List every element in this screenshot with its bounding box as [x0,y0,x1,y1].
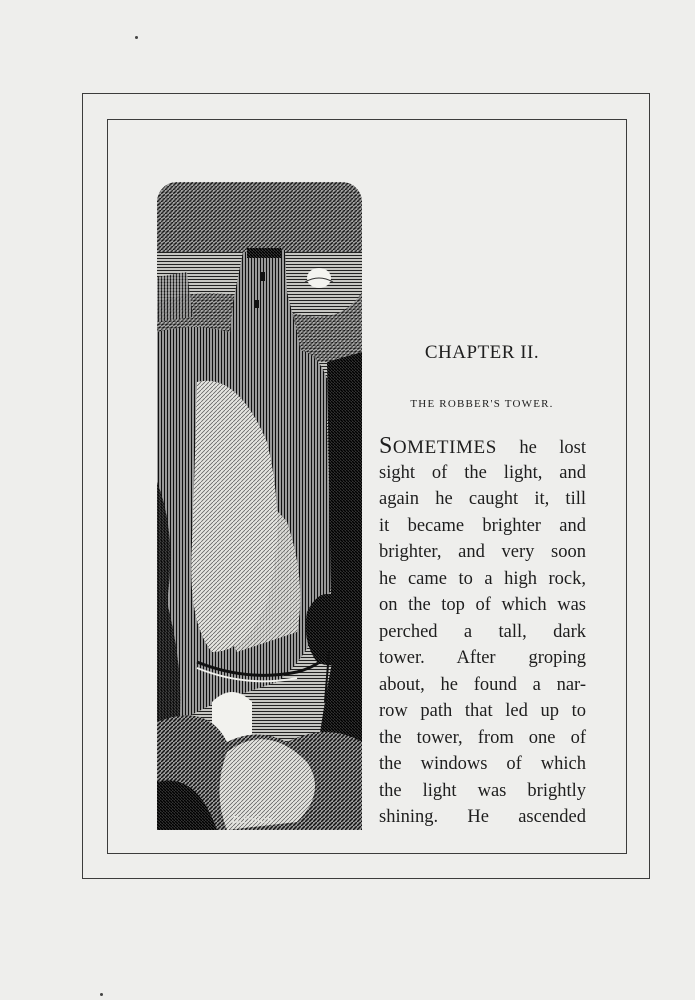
body-line: shining. He ascended [379,807,586,827]
engraving-drawing [157,182,362,830]
body-line: the windows of which [379,754,586,774]
chapter-title: CHAPTER II. [424,342,540,363]
drop-cap: S [379,433,393,459]
body-text [379,433,586,831]
body-line: perched a tall, dark [379,621,586,642]
body-line: the tower, from one of [379,727,586,748]
chapter-subtitle: THE ROBBER'S TOWER. [410,398,554,410]
body-line: about, he found a nar- [379,674,586,695]
body-line: again he caught it, till [379,489,586,509]
body-line-first [379,433,586,460]
body-line: on the top of which was [379,595,586,615]
paper-speck [135,36,138,39]
engraver-signature: D.Dillon [232,816,273,826]
drop-cap-word: OMETIMES [392,437,497,458]
body-line: row path that led up to [379,701,586,721]
body-line: he came to a high rock, [379,568,586,589]
paper-speck [100,993,103,996]
body-line: the light was brightly [379,780,586,801]
body-line: it became brighter and [379,515,586,536]
body-line: brighter, and very soon [379,542,586,562]
robbers-tower-engraving [157,182,362,830]
body-line: tower. After groping [379,648,586,668]
first-line-tail: he lost [519,438,586,458]
body-line: sight of the light, and [379,462,586,483]
